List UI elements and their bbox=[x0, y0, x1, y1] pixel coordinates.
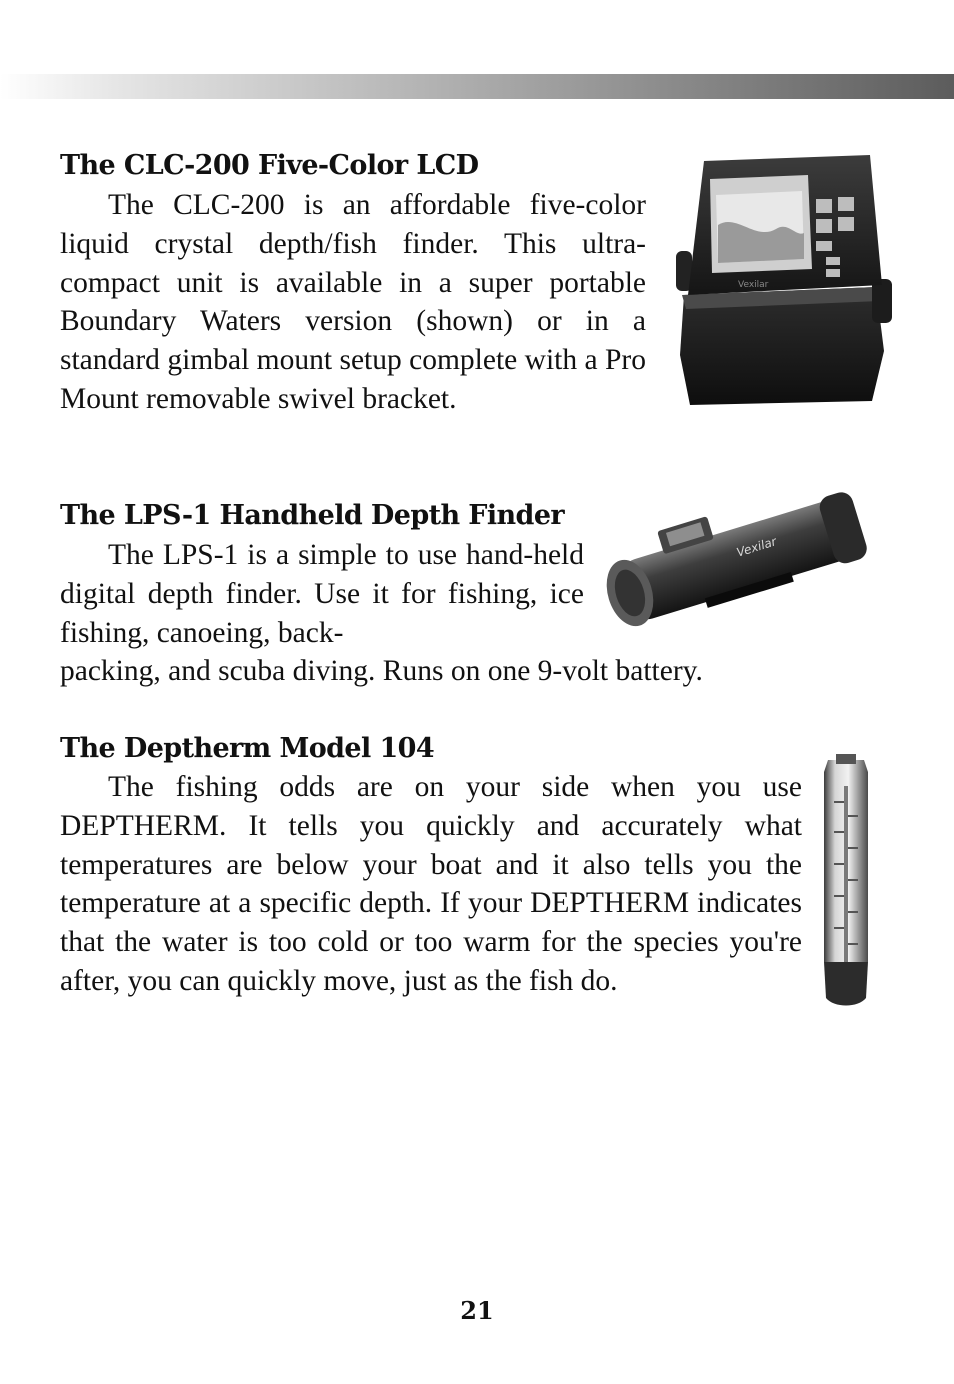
body-clc-200: The CLC-200 is an affordable five-color liquid crystal depth/fish finder. This ultra-compact unit is available in a super portable Boundary Waters version (shown) or in a standard gimbal mount setup complete with a Pro Mount removable swivel bracket. bbox=[60, 189, 646, 415]
lps-1-depth-finder-image bbox=[598, 482, 870, 632]
heading-lps-1: The LPS-1 Handheld Depth Finder bbox=[60, 500, 565, 531]
deptherm-thermometer-image bbox=[818, 752, 874, 1014]
body-lps-1-full: packing, and scuba diving. Runs on one 9-volt battery. bbox=[60, 655, 703, 687]
page-number: 21 bbox=[460, 1296, 494, 1325]
header-gradient-bar bbox=[0, 74, 954, 99]
body-lps-1-wrapped: The LPS-1 is a simple to use hand-held digital depth finder. Use it for fishing, ice fishing, canoeing, back- bbox=[60, 539, 584, 649]
svg-text:Vexilar: Vexilar bbox=[734, 534, 779, 560]
body-deptherm: The fishing odds are on your side when you use DEPTHERM. It tells you quickly and accurately what temperatures are below your boat and it also tells you the temperature at a specific depth. If your DEPTHERM indicates that the water is too cold or too warm for the species you're after, you can quickly move, just as the fish do. bbox=[60, 771, 802, 997]
heading-deptherm: The Deptherm Model 104 bbox=[60, 733, 435, 764]
clc-200-unit-image bbox=[676, 155, 892, 405]
heading-clc-200: The CLC-200 Five-Color LCD bbox=[60, 150, 479, 181]
svg-text:Vexilar: Vexilar bbox=[738, 280, 769, 290]
